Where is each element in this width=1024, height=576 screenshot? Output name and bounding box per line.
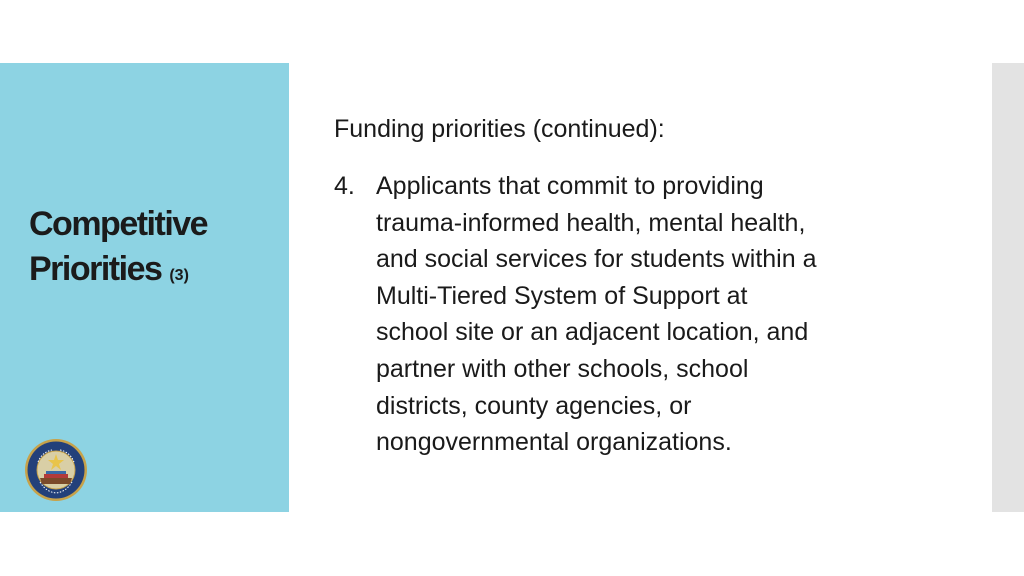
item-line: school site or an adjacent location, and [376,318,809,347]
intro-text: Funding priorities (continued): [334,115,665,143]
item-line: and social services for students within a [376,245,817,274]
title-line-1: Competitive [29,205,208,243]
slide-title [29,202,279,298]
item-line: districts, county agencies, or [376,391,692,420]
title-line-2: Priorities [29,250,162,288]
item-line: partner with other schools, school [376,354,749,383]
california-department-of-education-seal-icon [24,438,88,502]
item-line: Applicants that commit to providing [376,172,764,200]
title-number: (3) [169,267,189,284]
item-line: nongovernmental organizations. [376,428,732,457]
list-item-text [376,168,954,461]
item-line: trauma-informed health, mental health, [376,208,806,237]
list-item-number: 4. [334,172,355,200]
right-accent-strip [992,63,1024,512]
list-item [334,168,954,461]
item-line: Multi-Tiered System of Support at [376,281,748,310]
